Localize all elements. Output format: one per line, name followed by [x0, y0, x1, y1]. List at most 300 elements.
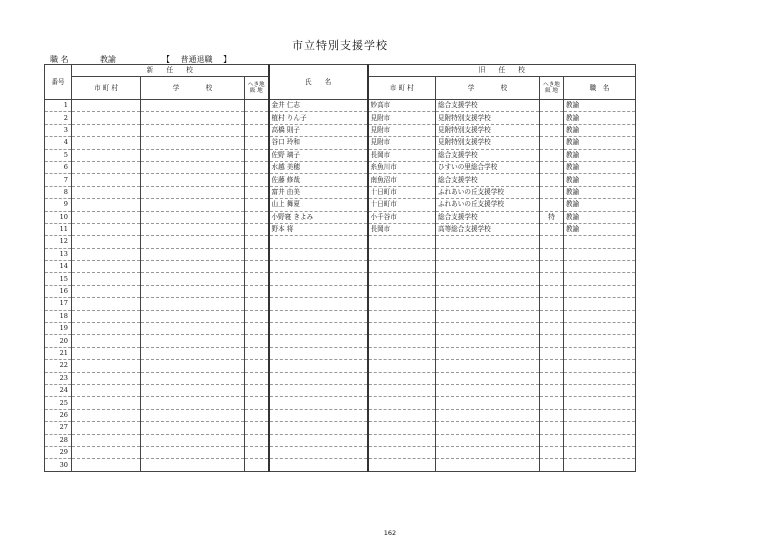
old-position-cell: 教諭 — [564, 100, 636, 112]
new-remote-grade-cell — [245, 422, 269, 434]
row-number: 9 — [45, 199, 72, 211]
name-cell — [269, 434, 368, 446]
old-position-cell — [564, 446, 636, 458]
name-cell: 植村 りん子 — [269, 112, 368, 124]
new-city-cell — [72, 422, 141, 434]
new-school-cell — [141, 335, 245, 347]
old-city-cell — [368, 434, 436, 446]
position-label: 職 名 — [50, 55, 69, 64]
row-number: 20 — [45, 335, 72, 347]
new-remote-grade-cell — [245, 298, 269, 310]
new-school-cell — [141, 409, 245, 421]
old-remote-grade-cell — [540, 149, 564, 161]
name-cell — [269, 298, 368, 310]
old-school-cell: 見附特別支援学校 — [436, 124, 540, 136]
old-remote-grade-cell — [540, 137, 564, 149]
old-school-cell: 総合支援学校 — [436, 149, 540, 161]
row-number: 16 — [45, 285, 72, 297]
row-number: 5 — [45, 149, 72, 161]
table-row — [45, 273, 636, 285]
table-row — [45, 434, 636, 446]
table-row — [45, 285, 636, 297]
old-position-cell — [564, 335, 636, 347]
old-city-cell: 長岡市 — [368, 223, 436, 235]
old-school-cell: 総合支援学校 — [436, 211, 540, 223]
new-school-cell — [141, 261, 245, 273]
old-city-cell: 見附市 — [368, 112, 436, 124]
table-row — [45, 384, 636, 396]
old-school-cell — [436, 298, 540, 310]
name-cell — [269, 446, 368, 458]
new-school-cell — [141, 248, 245, 260]
name-cell — [269, 422, 368, 434]
header-name: 氏 名 — [269, 65, 368, 100]
new-city-cell — [72, 223, 141, 235]
new-city-cell — [72, 360, 141, 372]
old-position-cell: 教諭 — [564, 124, 636, 136]
table-row — [45, 100, 636, 112]
row-number: 18 — [45, 310, 72, 322]
old-school-cell — [436, 434, 540, 446]
new-remote-grade-cell — [245, 347, 269, 359]
new-remote-grade-cell — [245, 199, 269, 211]
old-position-cell — [564, 384, 636, 396]
new-city-cell — [72, 199, 141, 211]
old-school-cell — [436, 310, 540, 322]
old-school-cell: ふれあいの丘支援学校 — [436, 199, 540, 211]
old-city-cell — [368, 261, 436, 273]
old-school-cell: ひすいの里総合学校 — [436, 161, 540, 173]
new-city-cell — [72, 149, 141, 161]
new-remote-grade-cell — [245, 285, 269, 297]
table-row — [45, 422, 636, 434]
table-row — [45, 261, 636, 273]
old-city-cell — [368, 347, 436, 359]
old-city-cell — [368, 310, 436, 322]
new-city-cell — [72, 285, 141, 297]
old-position-cell — [564, 285, 636, 297]
old-school-cell — [436, 397, 540, 409]
name-cell: 佐野 璃子 — [269, 149, 368, 161]
new-school-cell — [141, 422, 245, 434]
new-city-cell — [72, 446, 141, 458]
new-city-cell — [72, 186, 141, 198]
table-row — [45, 199, 636, 211]
old-remote-grade-cell — [540, 261, 564, 273]
new-school-cell — [141, 124, 245, 136]
new-remote-grade-cell — [245, 397, 269, 409]
row-number: 19 — [45, 323, 72, 335]
header-old-school: 学 校 — [436, 77, 540, 100]
table-row — [45, 236, 636, 248]
new-school-cell — [141, 434, 245, 446]
old-school-cell — [436, 372, 540, 384]
name-cell: 佐藤 修哉 — [269, 174, 368, 186]
name-cell: 水越 美穂 — [269, 161, 368, 173]
old-city-cell: 見附市 — [368, 137, 436, 149]
table-row — [45, 347, 636, 359]
new-city-cell — [72, 236, 141, 248]
old-remote-grade-cell — [540, 434, 564, 446]
new-school-cell — [141, 161, 245, 173]
row-number: 27 — [45, 422, 72, 434]
row-number: 13 — [45, 248, 72, 260]
name-cell — [269, 372, 368, 384]
new-remote-grade-cell — [245, 360, 269, 372]
table-row — [45, 409, 636, 421]
old-city-cell: 妙高市 — [368, 100, 436, 112]
name-cell: 富井 由美 — [269, 186, 368, 198]
old-school-cell: 総合支援学校 — [436, 100, 540, 112]
new-remote-grade-cell — [245, 149, 269, 161]
old-school-cell: 見附特別支援学校 — [436, 112, 540, 124]
row-number: 17 — [45, 298, 72, 310]
old-school-cell — [436, 422, 540, 434]
new-school-cell — [141, 199, 245, 211]
old-remote-grade-cell — [540, 124, 564, 136]
name-cell — [269, 360, 368, 372]
old-position-cell: 教諭 — [564, 161, 636, 173]
old-position-cell — [564, 422, 636, 434]
old-remote-grade-cell — [540, 248, 564, 260]
old-city-cell — [368, 248, 436, 260]
old-position-cell — [564, 236, 636, 248]
old-position-cell: 教諭 — [564, 199, 636, 211]
table-row — [45, 137, 636, 149]
old-remote-grade-cell — [540, 347, 564, 359]
name-cell — [269, 335, 368, 347]
new-school-cell — [141, 360, 245, 372]
row-number: 1 — [45, 100, 72, 112]
new-remote-grade-cell — [245, 137, 269, 149]
new-city-cell — [72, 248, 141, 260]
new-school-cell — [141, 211, 245, 223]
old-remote-grade-cell — [540, 397, 564, 409]
row-number: 30 — [45, 459, 72, 471]
old-position-cell — [564, 347, 636, 359]
new-remote-grade-cell — [245, 459, 269, 471]
row-number: 6 — [45, 161, 72, 173]
new-city-cell — [72, 137, 141, 149]
old-school-cell — [436, 248, 540, 260]
old-remote-grade-cell — [540, 186, 564, 198]
new-school-cell — [141, 137, 245, 149]
old-position-cell — [564, 360, 636, 372]
old-school-cell: 総合支援学校 — [436, 174, 540, 186]
new-city-cell — [72, 397, 141, 409]
old-city-cell — [368, 384, 436, 396]
old-position-cell — [564, 248, 636, 260]
old-city-cell — [368, 273, 436, 285]
old-remote-grade-cell — [540, 446, 564, 458]
old-position-cell — [564, 298, 636, 310]
row-number: 24 — [45, 384, 72, 396]
new-city-cell — [72, 384, 141, 396]
row-number: 4 — [45, 137, 72, 149]
name-cell — [269, 248, 368, 260]
name-cell — [269, 261, 368, 273]
new-city-cell — [72, 409, 141, 421]
name-cell: 小野寝 きよみ — [269, 211, 368, 223]
row-number: 7 — [45, 174, 72, 186]
page-number: 162 — [383, 529, 397, 537]
new-remote-grade-cell — [245, 100, 269, 112]
old-city-cell — [368, 335, 436, 347]
new-school-cell — [141, 310, 245, 322]
old-position-cell: 教諭 — [564, 186, 636, 198]
old-city-cell: 見附市 — [368, 124, 436, 136]
new-city-cell — [72, 161, 141, 173]
old-remote-grade-cell — [540, 161, 564, 173]
new-city-cell — [72, 459, 141, 471]
name-cell — [269, 409, 368, 421]
name-cell: 野本 将 — [269, 223, 368, 235]
row-number: 3 — [45, 124, 72, 136]
old-city-cell — [368, 285, 436, 297]
old-city-cell: 長岡市 — [368, 149, 436, 161]
table-row — [45, 223, 636, 235]
new-city-cell — [72, 434, 141, 446]
new-remote-grade-cell — [245, 223, 269, 235]
table-row — [45, 310, 636, 322]
new-school-cell — [141, 174, 245, 186]
old-school-cell: 高等総合支援学校 — [436, 223, 540, 235]
old-school-cell — [436, 261, 540, 273]
old-remote-grade-cell — [540, 223, 564, 235]
old-remote-grade-cell — [540, 112, 564, 124]
table-row — [45, 298, 636, 310]
new-remote-grade-cell — [245, 434, 269, 446]
old-remote-grade-cell — [540, 298, 564, 310]
old-remote-grade-cell — [540, 360, 564, 372]
row-number: 29 — [45, 446, 72, 458]
old-position-cell — [564, 434, 636, 446]
row-number: 25 — [45, 397, 72, 409]
old-remote-grade-cell — [540, 310, 564, 322]
header-old-position: 職 名 — [564, 77, 636, 100]
old-remote-grade-cell — [540, 422, 564, 434]
table-row — [45, 211, 636, 223]
row-number: 23 — [45, 372, 72, 384]
old-remote-grade-cell — [540, 236, 564, 248]
new-remote-grade-cell — [245, 323, 269, 335]
old-city-cell — [368, 446, 436, 458]
table-row — [45, 446, 636, 458]
old-city-cell — [368, 323, 436, 335]
table-row — [45, 112, 636, 124]
old-city-cell: 南魚沼市 — [368, 174, 436, 186]
new-remote-grade-cell — [245, 261, 269, 273]
old-position-cell: 教諭 — [564, 149, 636, 161]
new-remote-grade-cell — [245, 112, 269, 124]
old-city-cell — [368, 409, 436, 421]
name-cell — [269, 384, 368, 396]
old-position-cell — [564, 310, 636, 322]
new-remote-grade-cell — [245, 310, 269, 322]
old-school-cell — [436, 384, 540, 396]
name-cell: 山上 舞夏 — [269, 199, 368, 211]
table-row — [45, 397, 636, 409]
name-cell — [269, 459, 368, 471]
old-position-cell: 教諭 — [564, 223, 636, 235]
name-cell: 谷口 玲和 — [269, 137, 368, 149]
category-label: 【 普通退職 】 — [162, 55, 232, 64]
old-school-cell: 見附特別支援学校 — [436, 137, 540, 149]
new-city-cell — [72, 372, 141, 384]
old-remote-grade-cell — [540, 285, 564, 297]
old-position-cell — [564, 397, 636, 409]
old-city-cell — [368, 298, 436, 310]
new-school-cell — [141, 100, 245, 112]
name-cell — [269, 236, 368, 248]
table-row — [45, 459, 636, 471]
old-city-cell: 十日町市 — [368, 199, 436, 211]
new-remote-grade-cell — [245, 174, 269, 186]
header-old-remote-grade: へき地 級 地 — [540, 77, 564, 100]
old-city-cell: 小千谷市 — [368, 211, 436, 223]
row-number: 22 — [45, 360, 72, 372]
old-city-cell — [368, 422, 436, 434]
name-cell — [269, 273, 368, 285]
new-city-cell — [72, 261, 141, 273]
table-row — [45, 248, 636, 260]
old-city-cell — [368, 459, 436, 471]
new-city-cell — [72, 100, 141, 112]
old-remote-grade-cell — [540, 174, 564, 186]
old-city-cell: 十日町市 — [368, 186, 436, 198]
new-school-cell — [141, 273, 245, 285]
new-school-cell — [141, 298, 245, 310]
old-position-cell — [564, 459, 636, 471]
old-school-cell — [436, 360, 540, 372]
new-city-cell — [72, 273, 141, 285]
new-remote-grade-cell — [245, 335, 269, 347]
old-school-cell — [436, 273, 540, 285]
new-school-cell — [141, 397, 245, 409]
new-city-cell — [72, 211, 141, 223]
old-remote-grade-cell — [540, 323, 564, 335]
table-row — [45, 335, 636, 347]
row-number: 12 — [45, 236, 72, 248]
new-school-cell — [141, 223, 245, 235]
old-school-cell — [436, 335, 540, 347]
table-row — [45, 149, 636, 161]
new-school-cell — [141, 323, 245, 335]
new-remote-grade-cell — [245, 161, 269, 173]
new-remote-grade-cell — [245, 384, 269, 396]
row-number: 28 — [45, 434, 72, 446]
header-new-city: 市 町 村 — [72, 77, 141, 100]
old-position-cell — [564, 273, 636, 285]
new-city-cell — [72, 323, 141, 335]
header-new-remote-grade: へき地 級 地 — [245, 77, 269, 100]
new-school-cell — [141, 384, 245, 396]
new-city-cell — [72, 174, 141, 186]
old-remote-grade-cell — [540, 100, 564, 112]
old-remote-grade-cell — [540, 273, 564, 285]
row-number: 11 — [45, 223, 72, 235]
name-cell — [269, 323, 368, 335]
old-city-cell — [368, 372, 436, 384]
row-number: 14 — [45, 261, 72, 273]
old-position-cell — [564, 323, 636, 335]
new-school-cell — [141, 149, 245, 161]
table-row — [45, 372, 636, 384]
new-remote-grade-cell — [245, 211, 269, 223]
old-school-cell — [436, 409, 540, 421]
old-position-cell — [564, 372, 636, 384]
row-number: 15 — [45, 273, 72, 285]
old-position-cell: 教諭 — [564, 174, 636, 186]
new-school-cell — [141, 446, 245, 458]
table-row — [45, 186, 636, 198]
name-cell — [269, 285, 368, 297]
old-position-cell — [564, 409, 636, 421]
new-school-cell — [141, 186, 245, 198]
new-school-cell — [141, 236, 245, 248]
header-old-school-group: 旧 任 校 — [368, 65, 636, 77]
table-row — [45, 161, 636, 173]
row-number: 21 — [45, 347, 72, 359]
new-school-cell — [141, 347, 245, 359]
old-position-cell: 教諭 — [564, 112, 636, 124]
header-old-city: 市 町 村 — [368, 77, 436, 100]
new-city-cell — [72, 298, 141, 310]
old-position-cell: 教諭 — [564, 211, 636, 223]
old-position-cell — [564, 261, 636, 273]
old-position-cell: 教諭 — [564, 137, 636, 149]
table-row — [45, 323, 636, 335]
new-city-cell — [72, 310, 141, 322]
name-cell — [269, 310, 368, 322]
name-cell: 高橋 則子 — [269, 124, 368, 136]
header-new-school-group: 新 任 校 — [72, 65, 269, 77]
old-city-cell — [368, 236, 436, 248]
new-city-cell — [72, 347, 141, 359]
new-school-cell — [141, 285, 245, 297]
document-title: 市立特別支援学校 — [292, 39, 388, 52]
personnel-table — [44, 64, 636, 472]
name-cell: 金井 仁志 — [269, 100, 368, 112]
old-remote-grade-cell — [540, 384, 564, 396]
name-cell — [269, 397, 368, 409]
name-cell — [269, 347, 368, 359]
new-city-cell — [72, 124, 141, 136]
row-number: 2 — [45, 112, 72, 124]
old-remote-grade-cell — [540, 459, 564, 471]
new-city-cell — [72, 335, 141, 347]
new-school-cell — [141, 372, 245, 384]
new-city-cell — [72, 112, 141, 124]
table-row — [45, 174, 636, 186]
new-remote-grade-cell — [245, 186, 269, 198]
old-remote-grade-cell — [540, 372, 564, 384]
old-remote-grade-cell: 特 — [540, 211, 564, 223]
new-remote-grade-cell — [245, 446, 269, 458]
new-remote-grade-cell — [245, 409, 269, 421]
old-school-cell: ふれあいの丘支援学校 — [436, 186, 540, 198]
new-school-cell — [141, 459, 245, 471]
old-school-cell — [436, 446, 540, 458]
new-school-cell — [141, 112, 245, 124]
old-city-cell — [368, 360, 436, 372]
new-remote-grade-cell — [245, 372, 269, 384]
position-value: 教諭 — [100, 55, 116, 64]
new-remote-grade-cell — [245, 236, 269, 248]
row-number: 10 — [45, 211, 72, 223]
old-school-cell — [436, 459, 540, 471]
old-city-cell: 糸魚川市 — [368, 161, 436, 173]
